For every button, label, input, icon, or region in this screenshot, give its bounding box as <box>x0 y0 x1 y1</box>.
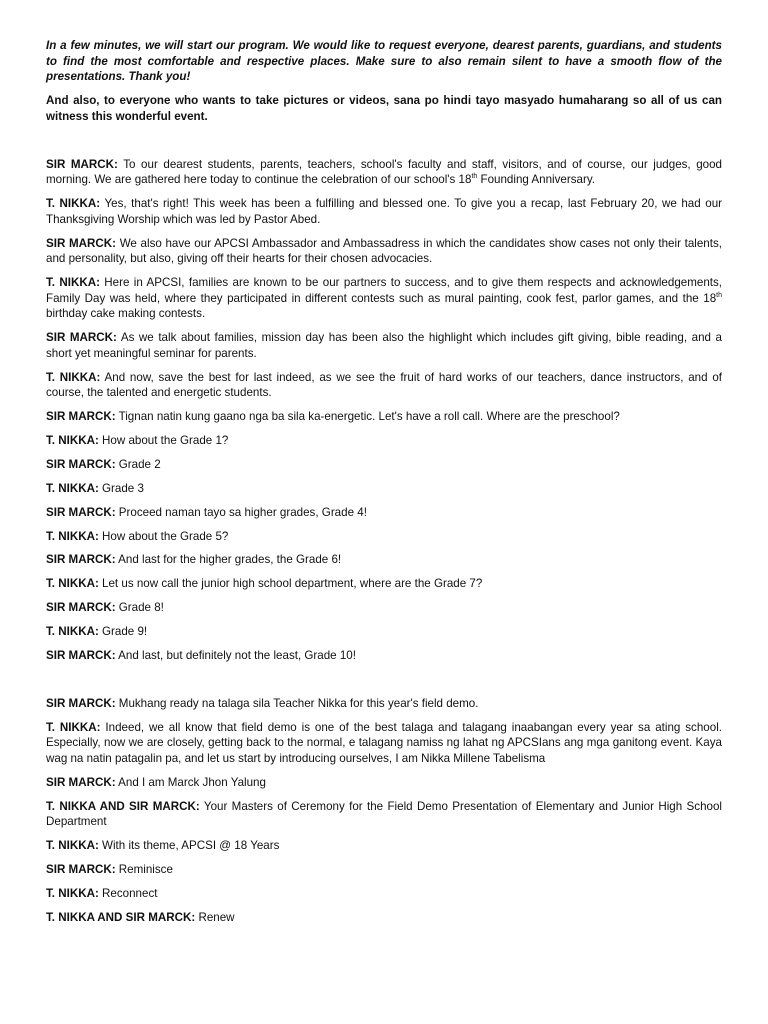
speaker-label: T. NIKKA: <box>46 625 99 639</box>
script-line <box>46 799 722 830</box>
script-line <box>46 600 722 616</box>
script-line <box>46 775 722 791</box>
script-line <box>46 236 722 267</box>
line-text: How about the Grade 5? <box>98 529 229 543</box>
line-text: As we talk about families, mission day has been also the highlight which includes gift giving, bible reading, and a short yet meaningful seminar for parents. <box>46 331 722 360</box>
speaker-label: SIR MARCK: <box>46 410 116 424</box>
script-line <box>46 433 722 449</box>
line-text: Reminisce <box>115 863 173 877</box>
speaker-label: T. NIKKA: <box>46 481 99 495</box>
speaker-label: T. NIKKA: <box>46 370 101 384</box>
speaker-label: SIR MARCK: <box>46 775 116 789</box>
line-text: How about the Grade 1? <box>98 433 229 447</box>
line-text: Tignan natin kung gaano nga ba sila ka-energetic. Let's have a roll call. Where are the preschool? <box>115 410 620 424</box>
script-line <box>46 696 722 712</box>
ordinal-suffix: th <box>716 291 722 299</box>
speaker-label: T. NIKKA: <box>46 197 101 211</box>
script-line <box>46 457 722 473</box>
speaker-label: SIR MARCK: <box>46 505 116 519</box>
line-text: And last for the higher grades, the Grade 6! <box>115 553 342 567</box>
section-gap <box>46 672 722 696</box>
script-line <box>46 552 722 568</box>
intro-paragraph-1: In a few minutes, we will start our program. We would like to request everyone, dearest parents, guardians, and students to find the most comfortable and respective places. Make sure to also remain silent to have a smooth flow of the presentations. Thank you! <box>46 39 722 84</box>
line-text: Grade 3 <box>98 481 144 495</box>
line-text: Mukhang ready na talaga sila Teacher Nikka for this year's field demo. <box>115 696 479 710</box>
line-text: Let us now call the junior high school department, where are the Grade 7? <box>98 577 483 591</box>
speaker-label: T. NIKKA: <box>46 886 99 900</box>
script-line <box>46 196 722 227</box>
script-line <box>46 529 722 545</box>
line-text: Your Masters of Ceremony for the Field Demo Presentation of Elementary and Junior High School Department <box>46 799 722 829</box>
speaker-label: SIR MARCK: <box>46 648 116 662</box>
speaker-label: SIR MARCK: <box>46 457 116 471</box>
line-text: Renew <box>195 910 235 924</box>
line-text: And now, save the best for last indeed, as we see the fruit of hard works of our teachers, dance instructors, and of course, the talented and energetic students. <box>46 370 723 400</box>
script-line <box>46 481 722 497</box>
line-text: Here in APCSI, families are known to be our partners to success, and to give them respects and acknowledgements, Family Day was held, where they participated in different contests such as mural painting, cook fest, parlor games, and the 18 <box>46 276 723 305</box>
section-gap <box>46 133 722 157</box>
line-text: Reconnect <box>98 886 158 900</box>
script-line <box>46 576 722 592</box>
speaker-label: T. NIKKA AND SIR MARCK: <box>46 910 196 924</box>
speaker-label: SIR MARCK: <box>46 236 117 250</box>
script-line <box>46 275 722 322</box>
speaker-label: T. NIKKA: <box>46 839 99 853</box>
speaker-label: T. NIKKA AND SIR MARCK: <box>46 799 200 813</box>
line-text: birthday cake making contests. <box>46 307 206 321</box>
line-text: With its theme, APCSI @ 18 Years <box>98 839 280 853</box>
line-text: Founding Anniversary. <box>477 173 596 187</box>
line-text: We also have our APCSI Ambassador and Ambassadress in which the candidates show cases not only their talents, and personality, but also, giving off their hearts for their chosen advocacies. <box>46 236 722 266</box>
script-line <box>46 370 722 401</box>
line-text: To our dearest students, parents, teachers, school's faculty and staff, visitors, and of course, our judges, good morning. We are gathered here today to continue the celebration of our school's 18 <box>46 157 723 187</box>
script-line <box>46 157 722 188</box>
script-line <box>46 886 722 902</box>
line-text: Grade 2 <box>115 457 161 471</box>
script-line <box>46 838 722 854</box>
speaker-label: T. NIKKA: <box>46 276 100 290</box>
intro-paragraph-2: And also, to everyone who wants to take pictures or videos, sana po hindi tayo masyado humaharang so all of us can witness this wonderful event. <box>46 94 722 123</box>
speaker-label: SIR MARCK: <box>46 331 117 345</box>
script-line <box>46 505 722 521</box>
line-text: Yes, that's right! This week has been a fulfilling and blessed one. To give you a recap, last February 20, we had our Thanksgiving Worship which was led by Pastor Abed. <box>46 197 723 226</box>
script-line <box>46 862 722 878</box>
speaker-label: SIR MARCK: <box>46 696 116 710</box>
speaker-label: SIR MARCK: <box>46 601 116 615</box>
speaker-label: SIR MARCK: <box>46 157 118 171</box>
line-text: And I am Marck Jhon Yalung <box>115 775 266 789</box>
ordinal-suffix: th <box>471 173 478 181</box>
line-text: Proceed naman tayo sa higher grades, Grade 4! <box>115 505 367 519</box>
speaker-label: SIR MARCK: <box>46 863 116 877</box>
speaker-label: T. NIKKA: <box>46 529 99 543</box>
script-line <box>46 624 722 640</box>
script-section-1 <box>46 157 722 664</box>
script-line <box>46 910 722 926</box>
speaker-label: T. NIKKA: <box>46 720 101 734</box>
line-text: Grade 8! <box>115 601 164 615</box>
speaker-label: T. NIKKA: <box>46 577 99 591</box>
document-page <box>46 38 722 934</box>
line-text: And last, but definitely not the least, Grade 10! <box>115 648 356 662</box>
script-line <box>46 409 722 425</box>
script-line <box>46 720 722 767</box>
line-text: Indeed, we all know that field demo is one of the best talaga and talagang inaabangan every year sa ating school. Especially, now we are closely, getting back to the normal, e talagang namiss ng lahat ng APCSIans ang mga ganitong event. Kaya wag na natin patagalin pa, and let us start by introducing ourselves, I am Nikka Millene Tabelisma <box>46 720 722 765</box>
speaker-label: T. NIKKA: <box>46 433 99 447</box>
script-section-2 <box>46 696 722 926</box>
line-text: Grade 9! <box>98 625 148 639</box>
script-line <box>46 648 722 664</box>
speaker-label: SIR MARCK: <box>46 553 116 567</box>
script-line <box>46 330 722 361</box>
